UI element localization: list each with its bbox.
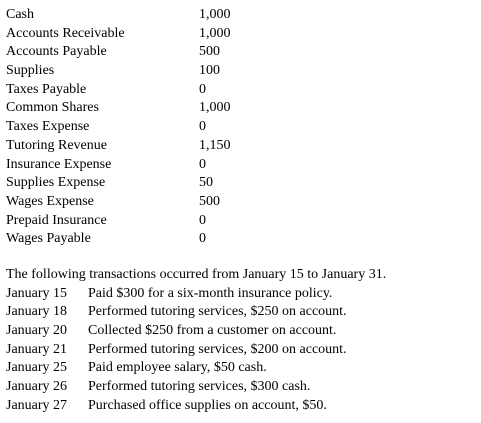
account-name: Cash (6, 7, 34, 22)
transaction-description: Paid $300 for a six-month insurance policy. (88, 285, 333, 301)
account-name: Common Shares (6, 100, 99, 116)
account-balance: 100 (199, 63, 220, 79)
account-row-wages-expense (6, 193, 259, 212)
account-row-supplies-expense (6, 174, 259, 193)
account-row-accounts-payable (6, 43, 259, 62)
account-row-cash (6, 6, 259, 25)
account-name: Accounts Receivable (6, 25, 125, 41)
transaction-description: Purchased office supplies on account, $50. (88, 397, 327, 413)
transaction-description: Performed tutoring services, $200 on account. (88, 341, 347, 357)
account-row-tutoring-revenue (6, 137, 259, 156)
account-name: Tutoring Revenue (6, 137, 107, 153)
transactions-intro: The following transactions occurred from January 15 to January 31. (6, 267, 387, 282)
account-balance: 500 (199, 193, 220, 209)
account-name: Supplies (6, 63, 55, 79)
transaction-description: Paid employee salary, $50 cash. (88, 360, 267, 376)
account-row-supplies (6, 62, 259, 81)
transaction-description: Performed tutoring services, $250 on account. (88, 304, 347, 320)
account-balance: 50 (199, 175, 213, 191)
transaction-row (6, 341, 386, 360)
transaction-date: January 15 (6, 285, 68, 301)
account-row-wages-payable (6, 230, 259, 249)
account-balance: 0 (199, 231, 206, 247)
transaction-description: Collected $250 from a customer on account. (88, 323, 337, 339)
account-row-insurance-expense (6, 156, 259, 175)
account-name: Prepaid Insurance (6, 212, 107, 228)
account-row-common-shares (6, 99, 259, 118)
transaction-row (6, 322, 386, 341)
account-balance: 500 (199, 44, 220, 60)
transaction-row (6, 285, 386, 304)
account-name: Wages Payable (6, 231, 91, 247)
account-balances-list (6, 6, 259, 249)
account-name: Wages Expense (6, 193, 94, 209)
transaction-row (6, 397, 386, 416)
account-balance: 0 (199, 81, 206, 97)
transaction-row (6, 303, 386, 322)
account-name: Supplies Expense (6, 175, 106, 191)
account-row-taxes-expense (6, 118, 259, 137)
account-name: Taxes Expense (6, 119, 90, 135)
account-balance: 1,150 (199, 137, 231, 153)
transaction-date: January 18 (6, 304, 68, 320)
transaction-date: January 27 (6, 397, 68, 413)
transactions-section (6, 266, 386, 416)
account-row-taxes-payable (6, 81, 259, 100)
account-row-prepaid-insurance (6, 212, 259, 231)
transaction-date: January 21 (6, 341, 68, 357)
transaction-date: January 20 (6, 323, 68, 339)
account-row-accounts-receivable (6, 25, 259, 44)
account-name: Insurance Expense (6, 156, 112, 172)
transaction-date: January 26 (6, 379, 68, 395)
transaction-date: January 25 (6, 360, 68, 376)
account-name: Accounts Payable (6, 44, 107, 60)
account-balance: 0 (199, 212, 206, 228)
account-balance: 1,000 (199, 100, 231, 116)
account-name: Taxes Payable (6, 81, 87, 97)
account-balance: 0 (199, 119, 206, 135)
transaction-description: Performed tutoring services, $300 cash. (88, 379, 311, 395)
account-balance: 0 (199, 156, 206, 172)
transaction-row (6, 378, 386, 397)
transaction-row (6, 359, 386, 378)
account-balance: 1,000 (199, 7, 231, 22)
account-balance: 1,000 (199, 25, 231, 41)
